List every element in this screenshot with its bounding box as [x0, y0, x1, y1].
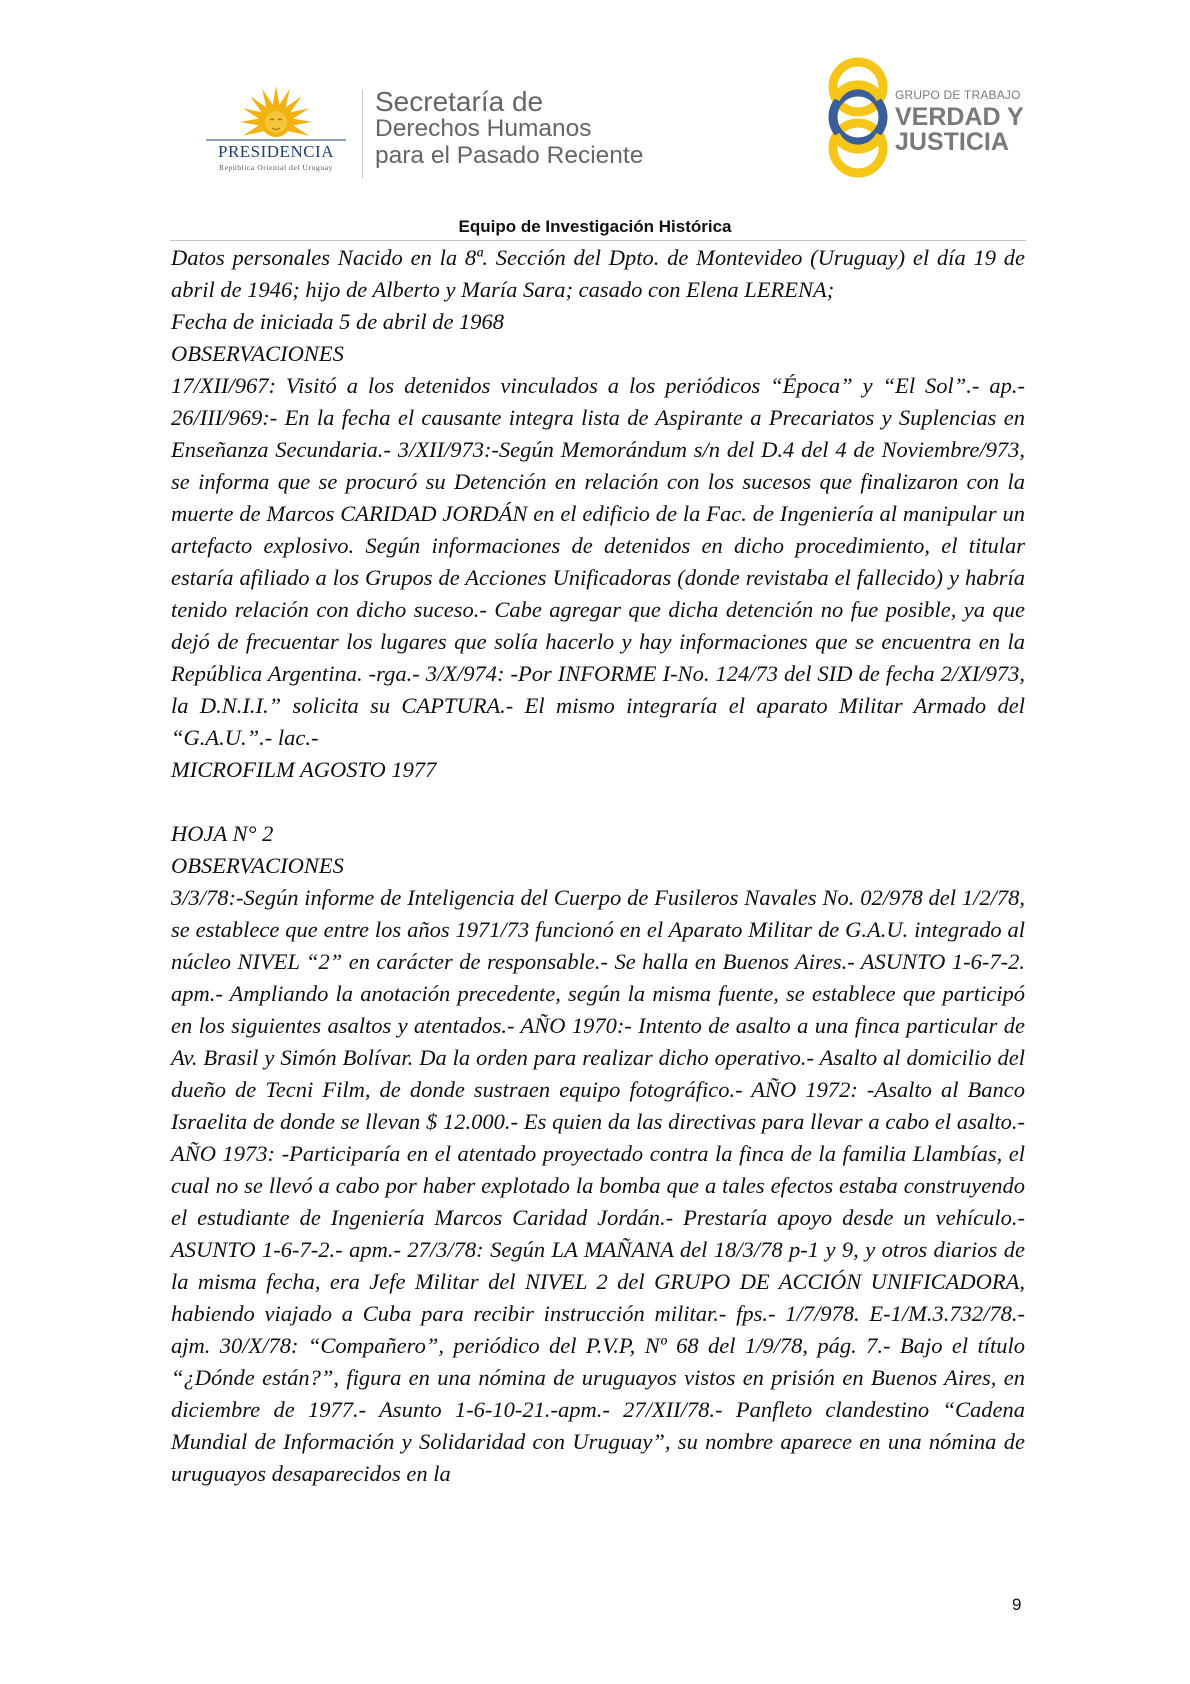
observaciones-paragraph-2: 3/3/78:-Según informe de Inteligencia del Cuerpo de Fusileros Navales No. 02/978 del 1/2/78, se establece que entre los años 1971/73 funcionó en el Aparato Militar de G.A.U. integrado al núcleo NIVEL “2” en carácter de responsable.- Se halla en Buenos Aires.- ASUNTO 1-6-7-2. apm.- Ampliando la anotación precedente, según la misma fuente, se establece que participó en los siguientes asaltos y atentados.- AÑO 1970:- Intento de asalto a una finca particular de Av. Brasil y Simón Bolívar. Da la orden para realizar dicho operativo.- Asalto al domicilio del dueño de Tecni Film, de donde sustraen equipo fotográfico.- AÑO 1972: -Asalto al Banco Israelita de donde se llevan $ 12.000.- Es quien da las directivas para llevar a cabo el asalto.- AÑO 1973: -Participaría en el atentado proyectado contra la finca de la familia Llambías, el cual no se llevó a cabo por haber explotado la bomba que a tales efectos estaba construyendo el estudiante de Ingeniería Marcos Caridad Jordán.- Prestaría apoyo desde un vehículo.- ASUNTO 1-6-7-2.- apm.- 27/3/78: Según LA MAÑANA del 18/3/78 p-1 y 9, y otros diarios de la misma fecha, era Jefe Militar del NIVEL 2 del GRUPO DE ACCIÓN UNIFICADORA, habiendo viajado a Cuba para recibir instrucción militar.- fps.- 1/7/978. E-1/M.3.732/78.- ajm. 30/X/78: “Compañero”, periódico del P.V.P, Nº 68 del 1/9/78, pág. 7.- Bajo el título “¿Dónde están?”, figura en una nómina de uruguayos vistos en prisión en Buenos Aires, en diciembre de 1977.- Asunto 1-6-10-21.-apm.- 27/XII/78.- Panfleto clandestino “Cadena Mundial de Información y Solidaridad con Uruguay”, su nombre aparece en una nómina de uruguayos desaparecidos en la [171, 885, 1025, 1486]
team-heading: Equipo de Investigación Histórica [458, 217, 732, 236]
hoja-heading: HOJA N° 2 [171, 821, 274, 846]
observaciones-heading: OBSERVACIONES [171, 341, 344, 366]
personal-data-paragraph: Datos personales Nacido en la 8ª. Sección del Dpto. de Montevideo (Uruguay) el día 19 de abril de 1946; hijo de Alberto y María Sara; casado con Elena LERENA; [171, 245, 1025, 302]
header-rule [170, 240, 1026, 241]
microfilm-line: MICROFILM AGOSTO 1977 [171, 757, 437, 782]
page-number: 9 [1012, 1595, 1022, 1614]
grupo-line-2: VERDAD Y [895, 103, 1024, 131]
secretaria-line-2: Derechos Humanos [375, 115, 592, 142]
header-divider [362, 90, 363, 178]
secretaria-title [375, 88, 643, 169]
grupo-trabajo-title [895, 88, 1024, 154]
grupo-line-1: GRUPO DE TRABAJO [895, 88, 1021, 102]
secretaria-line-3: para el Pasado Reciente [375, 142, 644, 169]
observaciones-paragraph-1: 17/XII/967: Visitó a los detenidos vinculados a los periódicos “Época” y “El Sol”.- ap.- 26/III/969:- En la fecha el causante integra lista de Aspirante a Precariatos y Suplencias en Enseñanza Secundaria.- 3/XII/973:-Según Memorándum s/n del D.4 del 4 de Noviembre/973, se informa que se procuró su Detención en relación con los sucesos que finalizaron con la muerte de Marcos CARIDAD JORDÁN en el edificio de la Fac. de Ingeniería al manipular un artefacto explosivo. Según informaciones de detenidos en dicho procedimiento, el titular estaría afiliado a los Grupos de Acciones Unificadoras (donde revistaba el fallecido) y habría tenido relación con dicho suceso.- Cabe agregar que dicha detención no fue posible, ya que dejó de frecuentar los lugares que solía hacerlo y hay informaciones que se encuentra en la República Argentina. -rga.- 3/X/974: -Por INFORME I-No. 124/73 del SID de fecha 2/XI/973, la D.N.I.I.” solicita su CAPTURA.- El mismo integraría el aparato Militar Armado del “G.A.U.”.- lac.- [171, 373, 1025, 750]
observaciones-heading-2: OBSERVACIONES [171, 853, 344, 878]
secretaria-line-1: Secretaría de [375, 86, 544, 117]
presidencia-name: PRESIDENCIA [217, 142, 334, 161]
verdad-justicia-rings-logo [823, 55, 893, 180]
page-header [0, 0, 1190, 215]
start-date-line: Fecha de iniciada 5 de abril de 1968 [171, 309, 505, 334]
presidencia-subtitle: República Oriental del Uruguay [218, 163, 333, 172]
document-body [171, 242, 1025, 1490]
paragraph-gap [171, 786, 1025, 818]
grupo-line-3: JUSTICIA [895, 128, 1009, 156]
